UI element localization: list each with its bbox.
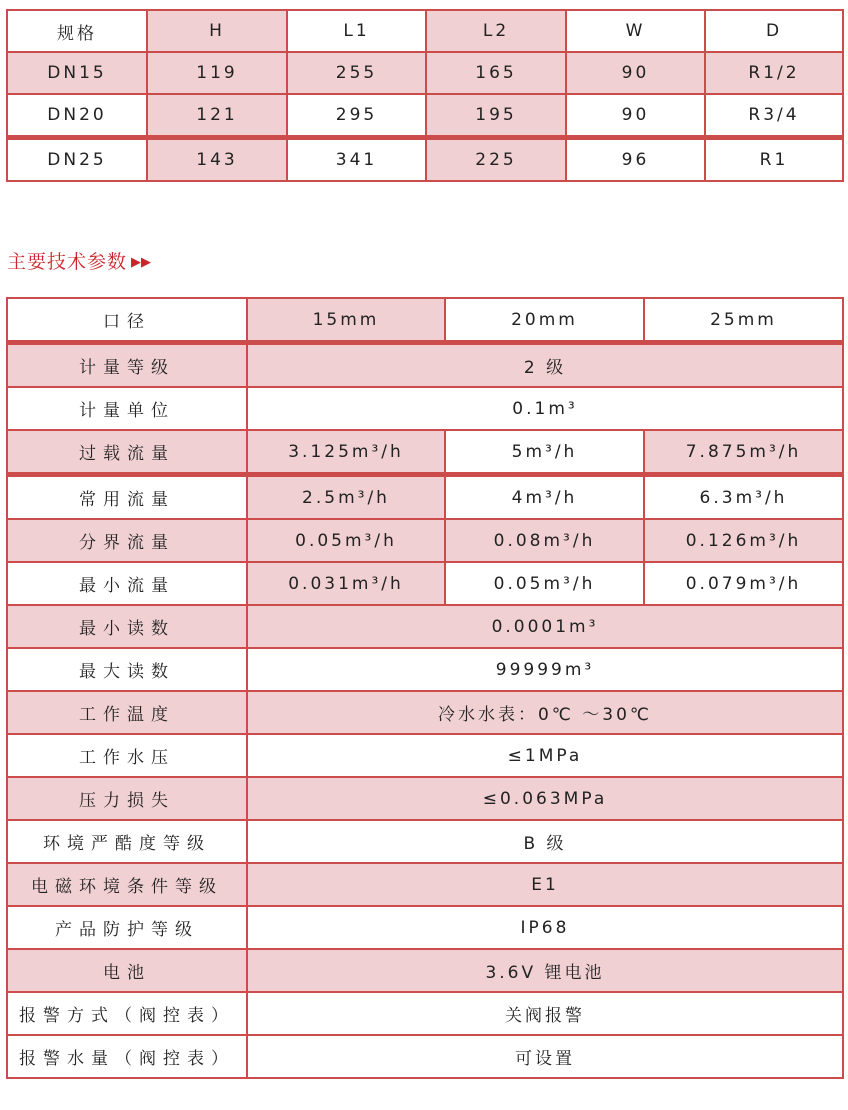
row-value: 99999m³ (247, 648, 843, 691)
row-label: 计量单位 (7, 387, 247, 430)
header-cell: L2 (426, 10, 566, 52)
table-cell: 119 (147, 52, 287, 94)
table-cell: 90 (566, 52, 705, 94)
table-row (7, 734, 843, 777)
table-row (7, 648, 843, 691)
table-row (7, 777, 843, 820)
row-label: 分界流量 (7, 519, 247, 562)
table-cell: 90 (566, 94, 705, 138)
row-label: 常用流量 (7, 475, 247, 520)
specs-table (6, 297, 844, 1079)
table-row (7, 519, 843, 562)
table-row (7, 52, 843, 94)
table-cell: 255 (287, 52, 426, 94)
row-value: ≤1MPa (247, 734, 843, 777)
specs-header-row (7, 298, 843, 343)
header-cell: L1 (287, 10, 426, 52)
row-value: E1 (247, 863, 843, 906)
row-value: 6.3m³/h (644, 475, 843, 520)
table-cell: 341 (287, 138, 426, 182)
table-cell: 121 (147, 94, 287, 138)
row-label: 报警方式（阀控表） (7, 992, 247, 1035)
table-row (7, 94, 843, 138)
row-label: 计量等级 (7, 343, 247, 388)
row-value: 0.031m³/h (247, 562, 445, 605)
row-value: 0.05m³/h (445, 562, 644, 605)
row-value: 0.1m³ (247, 387, 843, 430)
table-row (7, 820, 843, 863)
table-row (7, 906, 843, 949)
row-value: 0.08m³/h (445, 519, 644, 562)
table-row (7, 430, 843, 475)
table-row (7, 343, 843, 388)
table-row (7, 691, 843, 734)
row-label: 工作水压 (7, 734, 247, 777)
table-row (7, 605, 843, 648)
caliber-cell: 15mm (247, 298, 445, 343)
row-label: 最小读数 (7, 605, 247, 648)
table-cell: DN20 (7, 94, 147, 138)
row-value: B 级 (247, 820, 843, 863)
header-cell: W (566, 10, 705, 52)
row-value: 7.875m³/h (644, 430, 843, 475)
table-row (7, 863, 843, 906)
table-row (7, 475, 843, 520)
table-cell: 195 (426, 94, 566, 138)
row-value: 0.126m³/h (644, 519, 843, 562)
table-cell: R1 (705, 138, 843, 182)
section-title (7, 247, 151, 274)
row-value: 0.0001m³ (247, 605, 843, 648)
table-cell: DN25 (7, 138, 147, 182)
section-title-text: 主要技术参数 (7, 251, 128, 273)
row-label: 过载流量 (7, 430, 247, 475)
row-value: 0.05m³/h (247, 519, 445, 562)
table-row (7, 138, 843, 182)
row-label: 电池 (7, 949, 247, 992)
table-row (7, 1035, 843, 1078)
dimensions-table (6, 9, 844, 182)
table-row (7, 387, 843, 430)
row-label: 电磁环境条件等级 (7, 863, 247, 906)
row-value: 0.079m³/h (644, 562, 843, 605)
table-cell: R3/4 (705, 94, 843, 138)
table-cell: 96 (566, 138, 705, 182)
row-label: 报警水量（阀控表） (7, 1035, 247, 1078)
table-row (7, 992, 843, 1035)
row-label: 口径 (7, 298, 247, 343)
table-row (7, 562, 843, 605)
row-value: 4m³/h (445, 475, 644, 520)
table-cell: 295 (287, 94, 426, 138)
header-cell: D (705, 10, 843, 52)
row-value: 3.125m³/h (247, 430, 445, 475)
double-arrow-icon: ▶▶ (131, 255, 152, 270)
row-value: IP68 (247, 906, 843, 949)
row-value: ≤0.063MPa (247, 777, 843, 820)
table-cell: DN15 (7, 52, 147, 94)
row-label: 最大读数 (7, 648, 247, 691)
table-cell: 165 (426, 52, 566, 94)
row-label: 工作温度 (7, 691, 247, 734)
caliber-cell: 25mm (644, 298, 843, 343)
row-value: 冷水水表：0℃ ～30℃ (247, 691, 843, 734)
row-value: 2.5m³/h (247, 475, 445, 520)
row-value: 3.6V 锂电池 (247, 949, 843, 992)
row-value: 5m³/h (445, 430, 644, 475)
row-value: 2 级 (247, 343, 843, 388)
row-label: 压力损失 (7, 777, 247, 820)
table-cell: 225 (426, 138, 566, 182)
table-row (7, 949, 843, 992)
table-cell: 143 (147, 138, 287, 182)
row-label: 环境严酷度等级 (7, 820, 247, 863)
row-label: 产品防护等级 (7, 906, 247, 949)
dimensions-header-row (7, 10, 843, 52)
caliber-cell: 20mm (445, 298, 644, 343)
row-value: 可设置 (247, 1035, 843, 1078)
header-cell: 规格 (7, 10, 147, 52)
row-value: 关阀报警 (247, 992, 843, 1035)
header-cell: H (147, 10, 287, 52)
table-cell: R1/2 (705, 52, 843, 94)
row-label: 最小流量 (7, 562, 247, 605)
